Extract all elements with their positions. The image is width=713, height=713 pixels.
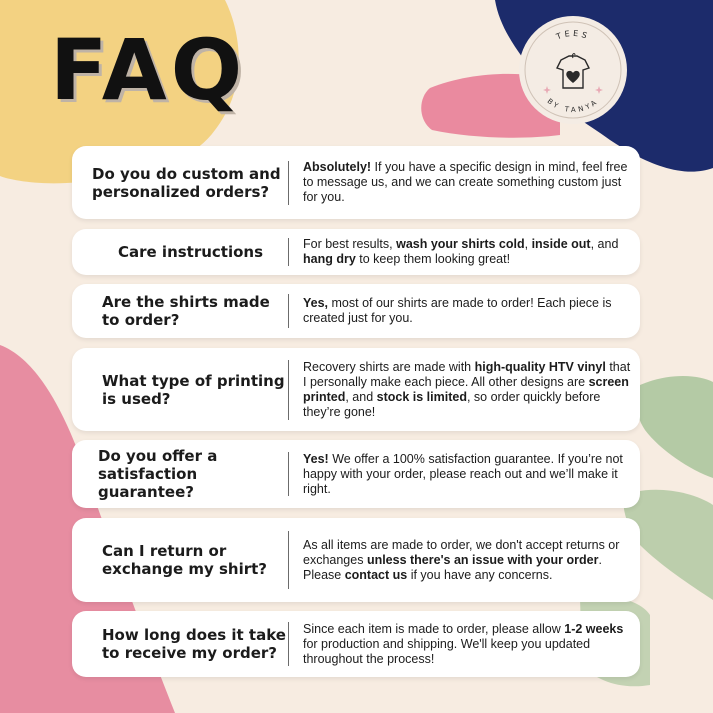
faq-answer	[289, 538, 640, 583]
answer-emphasis: screen printed	[303, 374, 629, 404]
faq-question: Do you offer a satisfaction guarantee?	[98, 447, 218, 501]
answer-emphasis: hang dry	[303, 252, 356, 266]
answer-emphasis: contact us	[344, 567, 408, 582]
answer-emphasis: unless there's an issue with your order	[366, 552, 599, 567]
faq-answer	[289, 160, 640, 205]
faq-question: What type of printing is used?	[102, 371, 285, 408]
answer-text: , so order quickly before they’re gone!	[303, 389, 601, 419]
answer-text: for production and shipping. We'll keep you updated throughout the process!	[303, 636, 591, 666]
faq-question: Do you do custom and personalized orders?	[92, 164, 281, 201]
answer-text: For best results,	[303, 237, 397, 251]
answer-text: ,	[524, 237, 532, 251]
faq-card-printing-type	[72, 348, 640, 431]
answer-emphasis: stock is limited	[376, 389, 467, 404]
faq-question: Care instructions	[118, 243, 264, 261]
answer-text: Recovery shirts are made with	[303, 359, 475, 374]
answer-text: to keep them looking great!	[355, 252, 511, 266]
page-title: FAQ	[50, 21, 247, 119]
faq-card-care-instructions	[72, 229, 640, 275]
faq-question: Can I return or exchange my shirt?	[102, 542, 267, 578]
logo-top-text: TEES	[555, 28, 591, 42]
answer-emphasis: high-quality HTV vinyl	[474, 359, 606, 374]
answer-text: if you have any concerns.	[407, 567, 553, 582]
answer-emphasis: inside out	[531, 237, 591, 251]
answer-text: Since each item is made to order, please allow	[303, 621, 565, 636]
faq-answer	[289, 296, 640, 326]
answer-emphasis: 1-2 weeks	[564, 621, 624, 636]
brand-logo	[517, 14, 629, 126]
answer-text: , and	[590, 237, 619, 251]
answer-emphasis: wash your shirts cold	[396, 237, 525, 251]
answer-text: As all items are made to order, we don't accept returns or exchanges	[303, 537, 620, 567]
faq-card-returns	[72, 518, 640, 602]
green-brush-stroke-right	[635, 376, 713, 478]
faq-card-made-to-order	[72, 284, 640, 338]
answer-emphasis: Absolutely!	[303, 160, 372, 174]
faq-answer	[289, 452, 640, 497]
faq-card-delivery-time	[72, 611, 640, 677]
answer-text: most of our shirts are made to order! Each piece is created just for you.	[303, 296, 612, 325]
answer-text: We offer a 100% satisfaction guarantee. If you’re not happy with your order, please reach out and we’ll make it right.	[303, 451, 623, 496]
answer-text: that I personally make each piece. All other designs are	[303, 359, 631, 389]
faq-answer	[289, 237, 640, 267]
faq-answer	[289, 622, 640, 667]
answer-emphasis: Yes,	[303, 296, 329, 310]
faq-answer	[289, 360, 640, 420]
logo-bottom-text: BY TANYA	[545, 97, 601, 115]
faq-card-satisfaction-guarantee	[72, 440, 640, 508]
answer-text: If you have a specific design in mind, feel free to message us, and we can create something custom just for you.	[303, 160, 628, 204]
answer-text: , and	[345, 389, 377, 404]
faq-card-custom-orders	[72, 146, 640, 219]
answer-emphasis: Yes!	[303, 451, 329, 466]
answer-text: . Please	[303, 552, 602, 582]
faq-question: Are the shirts made to order?	[102, 293, 270, 329]
faq-question: How long does it take to receive my order?	[102, 626, 286, 662]
